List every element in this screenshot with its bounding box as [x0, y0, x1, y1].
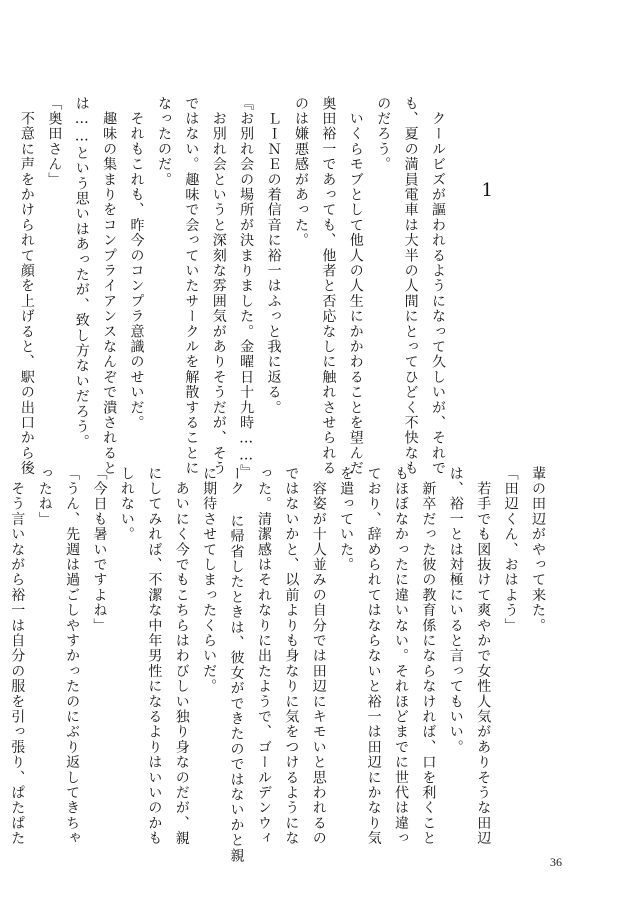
text-line: ており、辞められてはならないと裕一は田辺にかなり気 [365, 466, 382, 846]
text-line: 趣味の集まりをコンプライアンスなんぞで潰されると [101, 96, 118, 476]
text-line: 不意に声をかけられて顔を上げると、駅の出口から後 [18, 96, 35, 476]
text-line: にしてみれば、不潔な中年男性になるよりはいいのかも [146, 466, 163, 846]
text-line: も、夏の満員電車は大半の人間にとってひどく不快なも [402, 96, 419, 476]
text-line: ＬＩＮＥの着信音に裕一はふっと我に返る。 [265, 96, 282, 416]
text-line: 「田辺くん、おはよう」 [502, 466, 519, 634]
text-line: は……という思いはあったが、致し方ないだろう。 [73, 96, 90, 450]
text-line: それもこれも、昨今のコンプラ意識のせいだ。 [128, 96, 145, 431]
text-line: 「今日も暑いですよね」 [91, 466, 108, 634]
text-line: いくらモブとして他人の人生にかかわることを望んだ [347, 96, 364, 476]
text-line: しれない。 [118, 466, 135, 542]
text-line: そう言いながら裕一は自分の服を引っ張り、ぱたぱた [9, 466, 26, 846]
page-number: 36 [550, 855, 562, 869]
text-line: お別れ会というと深刻な雰囲気がありそうだが、そう [210, 96, 227, 476]
text-line: のだろう。 [375, 96, 392, 172]
text-line: ではないかと、以前よりも身なりに気をつけるようにな [283, 466, 300, 846]
text-line: クールビズが謳われるようになって久しいが、それで [430, 96, 446, 476]
text-line: 新卒だった彼の教育係にならなければ、口を利くこと [420, 466, 437, 846]
lower-text-block [0, 466, 551, 864]
text-line: なったのだ。 [155, 96, 172, 188]
text-line: った。清潔感はそれなりに出たようで、ゴールデンウィ [255, 466, 272, 846]
text-line: 容姿が十人並みの自分では田辺にキモいと思われるの [310, 466, 327, 846]
text-line: ではない。趣味で会っていたサークルを解散することに [183, 96, 200, 476]
text-line: ーク に帰省したときは、彼女ができたのではないかと親 [228, 466, 245, 864]
text-line: 『お別れ会の場所が決まりました。金曜日十九時……』 [238, 96, 255, 480]
text-line: のは嫌悪感があった。 [292, 96, 309, 248]
chapter-number: 1 [481, 180, 493, 201]
text-line: を遣っていた。 [338, 466, 355, 573]
text-line: に期待させてしまったくらいだ。 [201, 466, 218, 694]
text-line: 輩の田辺がやって来た。 [530, 466, 546, 634]
text-line: 若手でも図抜けて爽やかで女性人気がありそうな田辺 [475, 466, 492, 846]
text-line: 「うん、先週は過ごしやすかったのにぶり返してきちゃ [64, 466, 81, 846]
text-line: あいにく今でもこちらはわびしい独り身なのだが、親 [173, 466, 190, 846]
text-line: ったね」 [36, 466, 53, 527]
text-line: は、裕一とは対極にいると言ってもいい。 [447, 466, 464, 755]
text-line: 奥田裕一であっても、他者と否応なしに触れさせられる [320, 96, 337, 476]
text-line: もほぼなかったに違いない。それほどまでに世代は違っ [392, 466, 409, 846]
text-line: 「奥田さん」 [46, 96, 63, 188]
upper-text-block [13, 96, 452, 480]
